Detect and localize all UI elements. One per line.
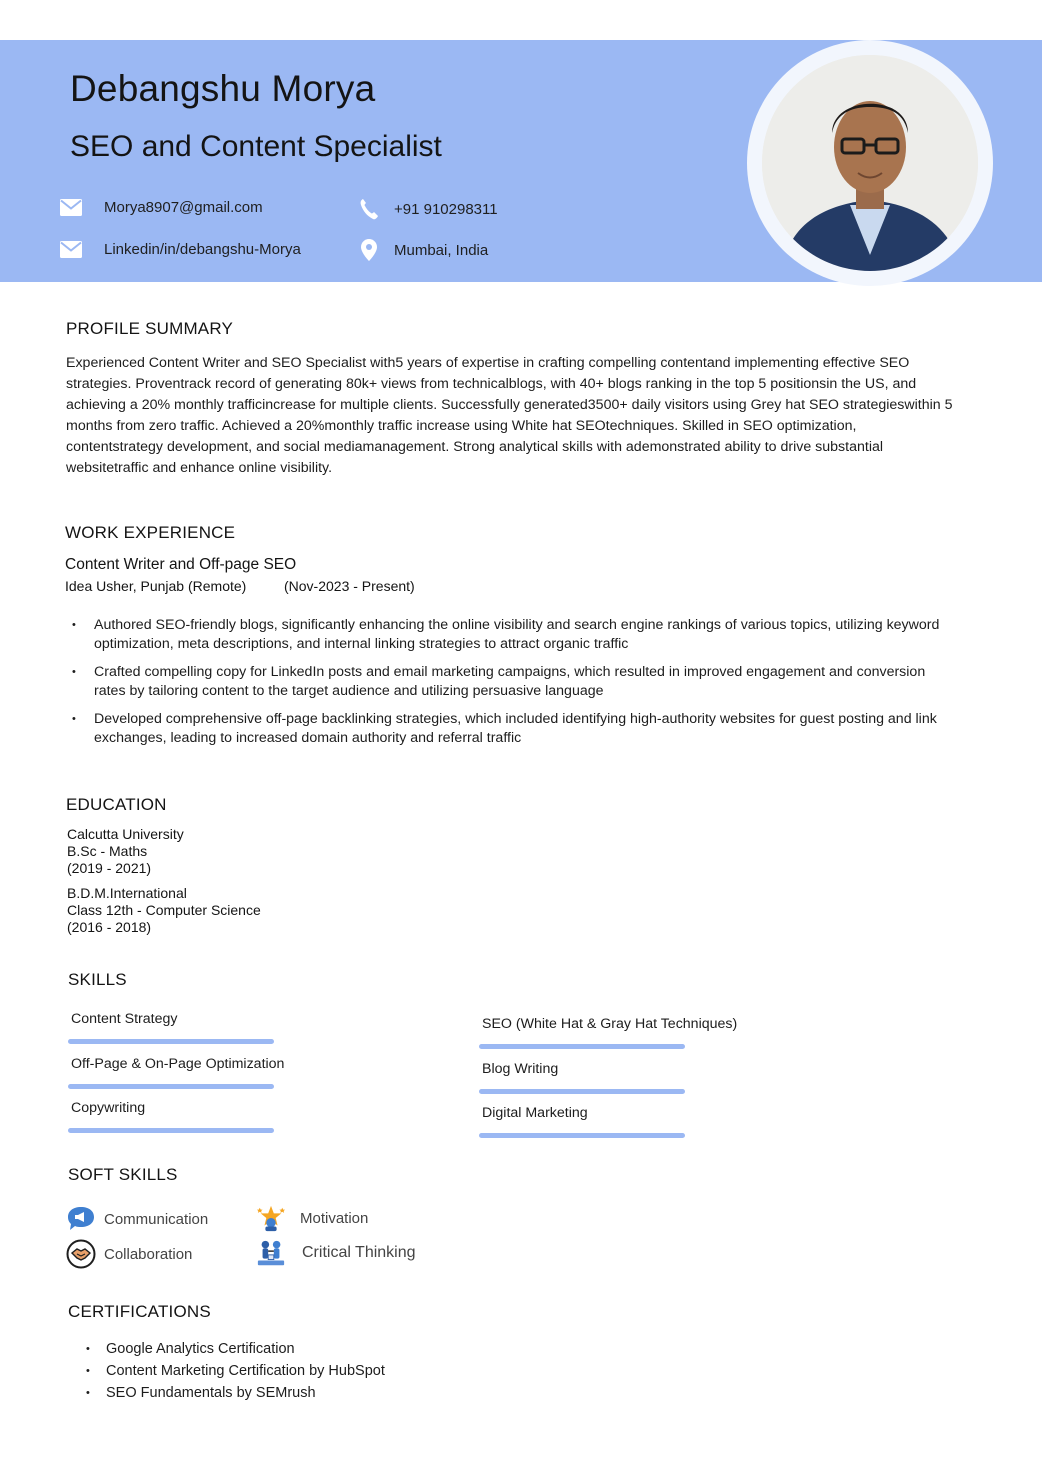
skill-item [482, 1016, 737, 1032]
education-degree: B.Sc - Maths [67, 843, 148, 859]
job-dates: (Nov-2023 - Present) [284, 578, 415, 594]
list-item: • Content Marketing Certification by HubSpot [84, 1360, 385, 1382]
list-item: • Google Analytics Certification [84, 1338, 385, 1360]
profile-photo-frame [747, 40, 993, 286]
phone-text[interactable]: +91 910298311 [394, 200, 498, 218]
skill-item [482, 1105, 588, 1121]
skills-heading: SKILLS [68, 970, 127, 989]
soft-skill-label: Motivation [300, 1209, 369, 1227]
education-degree: Class 12th - Computer Science [67, 902, 261, 918]
education-school: Calcutta University [67, 826, 184, 842]
soft-skills-heading: SOFT SKILLS [68, 1165, 178, 1184]
skill-label: SEO (White Hat & Gray Hat Techniques) [482, 1016, 738, 1032]
job-company: Idea Usher, Punjab (Remote) [65, 578, 247, 594]
contact-phone[interactable] [358, 198, 498, 220]
list-item: • Developed comprehensive off-page backlinking strategies, which included identifying high-authority websites for guest posting and link exchanges, leading to increased domain authority and referral traffic [70, 710, 950, 748]
profile-summary-text: Experienced Content Writer and SEO Specialist with5 years of expertise in crafting compelling contentand implementing effective SEO strategies. Proventrack record of generating 80k+ views from technicalblogs, with 40+ blogs ranking in the top 5 positionsin the US, and achieving a 20% monthly trafficincrease for multiple clients. Successfully generated3500+ daily visitors using Grey hat SEO strategieswithin 5 months from zero traffic. Achieved a 20%monthly traffic increase using White hat SEOtechniques. Skilled in SEO optimization, contentstrategy development, and social mediamanagement. Strong analytical skills with ademonstrated ability to drive substantial websitetraffic and enhance online visibility. [66, 355, 953, 476]
certifications-heading: CERTIFICATIONS [68, 1302, 211, 1321]
skill-item [482, 1061, 558, 1077]
skill-bar [479, 1133, 685, 1138]
skill-bar [479, 1044, 685, 1049]
location-pin-icon [358, 239, 380, 261]
location-text: Mumbai, India [394, 241, 489, 259]
job-title: Content Writer and Off-page SEO [65, 556, 297, 573]
soft-skill-collaboration [66, 1239, 192, 1269]
motivation-star-icon [256, 1203, 286, 1233]
skill-label: Blog Writing [482, 1061, 559, 1077]
soft-skill-communication [66, 1204, 208, 1234]
profile-summary-heading: PROFILE SUMMARY [66, 319, 234, 338]
skill-bar [68, 1039, 274, 1044]
soft-skill-label: Critical Thinking [302, 1244, 416, 1261]
soft-skill-critical-thinking [256, 1238, 416, 1268]
certifications-list [84, 1338, 385, 1404]
megaphone-icon [66, 1204, 96, 1234]
linkedin-text[interactable]: Linkedin/in/debangshu-Morya [104, 240, 301, 258]
mail-icon [60, 238, 82, 260]
skill-item [71, 1100, 145, 1116]
skill-label: Off-Page & On-Page Optimization [71, 1056, 285, 1072]
education-years: (2016 - 2018) [67, 919, 152, 935]
skill-item [71, 1056, 284, 1072]
education-school: B.D.M.International [67, 885, 187, 901]
work-experience-heading: WORK EXPERIENCE [65, 523, 236, 542]
soft-skill-label: Collaboration [104, 1245, 193, 1263]
handshake-icon [66, 1239, 96, 1269]
soft-skill-motivation [256, 1203, 368, 1233]
skill-bar [479, 1089, 685, 1094]
education-years: (2019 - 2021) [67, 860, 152, 876]
education-heading: EDUCATION [66, 795, 167, 814]
candidate-name: Debangshu Morya [70, 68, 376, 109]
email-text[interactable]: Morya8907@gmail.com [104, 198, 263, 216]
education-entry [67, 826, 184, 877]
skill-label: Copywriting [71, 1100, 146, 1116]
phone-icon [358, 198, 380, 220]
skill-label: Digital Marketing [482, 1105, 588, 1121]
contact-location [358, 239, 488, 261]
profile-photo [762, 55, 978, 271]
education-entry [67, 885, 261, 936]
mail-icon [60, 196, 82, 218]
skill-bar [68, 1084, 274, 1089]
critical-thinking-icon [256, 1238, 286, 1268]
candidate-title: SEO and Content Specialist [70, 130, 442, 163]
skill-label: Content Strategy [71, 1011, 178, 1027]
list-item: • Authored SEO-friendly blogs, significantly enhancing the online visibility and search engine rankings of various topics, utilizing keyword optimization, meta descriptions, and internal linking strategies to attract organic traffic [70, 616, 950, 654]
contact-email[interactable] [60, 196, 263, 218]
list-item: • Crafted compelling copy for LinkedIn posts and email marketing campaigns, which resulted in improved engagement and conversion rates by tailoring content to the target audience and utilizing persuasive language [70, 663, 950, 701]
list-item: • SEO Fundamentals by SEMrush [84, 1382, 385, 1404]
contact-linkedin[interactable] [60, 238, 301, 260]
soft-skill-label: Communication [104, 1210, 209, 1228]
skill-bar [68, 1128, 274, 1133]
job-bullets [70, 616, 950, 757]
skill-item [71, 1011, 177, 1027]
